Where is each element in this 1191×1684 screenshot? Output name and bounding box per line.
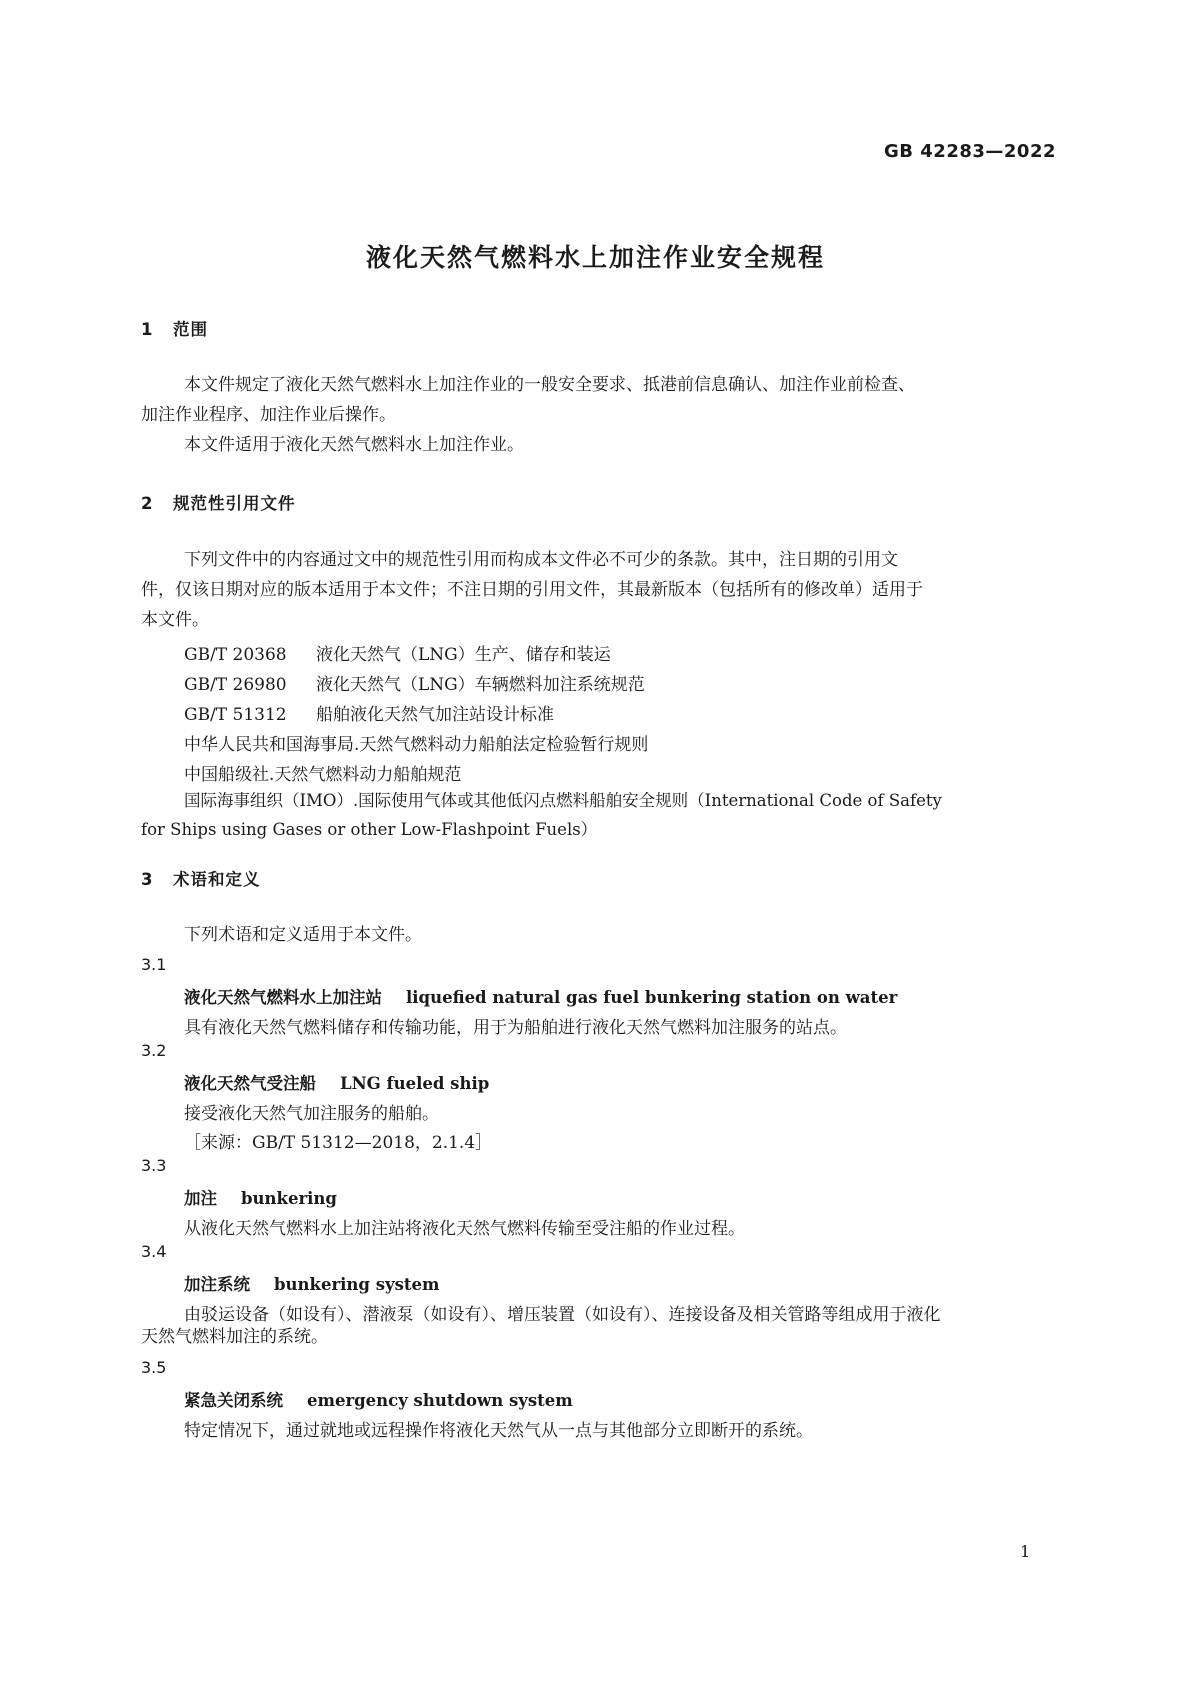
- terms-intro: 下列术语和定义适用于本文件。: [184, 925, 422, 945]
- term-heading: [184, 1070, 489, 1094]
- reference-item: [184, 670, 645, 695]
- scope-paragraph-2: 本文件适用于液化天然气燃料水上加注作业。: [184, 435, 524, 455]
- term-chinese: 液化天然气受注船: [184, 1074, 316, 1093]
- scope-paragraph-1-line-1: 本文件规定了液化天然气燃料水上加注作业的一般安全要求、抵港前信息确认、加注作业前检查、: [184, 375, 915, 395]
- term-number: 3.2: [141, 1041, 167, 1060]
- term-heading: [184, 984, 897, 1008]
- term-definition-line-1: 由驳运设备（如设有）、潜液泵（如设有）、增压装置（如设有）、连接设备及相关管路等组成用于液化: [184, 1305, 941, 1325]
- term-definition-line-2: 天然气燃料加注的系统。: [141, 1327, 328, 1347]
- scope-paragraph-1-line-2: 加注作业程序、加注作业后操作。: [141, 405, 396, 425]
- term-definition: 从液化天然气燃料水上加注站将液化天然气燃料传输至受注船的作业过程。: [184, 1219, 745, 1239]
- document-title: 液化天然气燃料水上加注作业安全规程: [365, 243, 825, 272]
- reference-title: 船舶液化天然气加注站设计标准: [316, 705, 554, 725]
- section-2-heading: [141, 490, 296, 514]
- reference-item: 中国船级社.天然气燃料动力船舶规范: [184, 765, 462, 785]
- section-number: 2: [141, 494, 154, 513]
- term-number: 3.5: [141, 1358, 167, 1377]
- section-title: 范围: [173, 320, 208, 339]
- page-number: 1: [1020, 1542, 1031, 1561]
- reference-title: 液化天然气（LNG）生产、储存和装运: [316, 645, 611, 665]
- term-number: 3.3: [141, 1156, 167, 1175]
- reference-code: GB/T 26980: [184, 675, 287, 695]
- reference-code: GB/T 20368: [184, 645, 287, 665]
- reference-item: [184, 700, 554, 725]
- term-source: ［来源：GB/T 51312—2018，2.1.4］: [184, 1133, 493, 1153]
- section-3-heading: [141, 866, 261, 890]
- reference-item: [184, 640, 611, 665]
- term-heading: [184, 1387, 573, 1411]
- term-number: 3.1: [141, 955, 167, 974]
- term-english: LNG fueled ship: [340, 1074, 490, 1093]
- term-heading: [184, 1185, 337, 1209]
- term-english: bunkering: [241, 1189, 337, 1208]
- term-english: bunkering system: [274, 1275, 440, 1294]
- term-chinese: 加注系统: [184, 1275, 250, 1294]
- section-number: 3: [141, 870, 154, 889]
- normative-intro-line-2: 件，仅该日期对应的版本适用于本文件；不注日期的引用文件，其最新版本（包括所有的修改单）适用于: [141, 580, 923, 600]
- term-chinese: 紧急关闭系统: [184, 1391, 283, 1410]
- section-title: 规范性引用文件: [173, 494, 296, 513]
- term-heading: [184, 1271, 439, 1295]
- reference-code: GB/T 51312: [184, 705, 287, 725]
- term-english: liquefied natural gas fuel bunkering station on water: [406, 988, 898, 1007]
- imo-reference-line-2: for Ships using Gases or other Low-Flashpoint Fuels）: [141, 820, 598, 839]
- imo-reference-line-1: 国际海事组织（IMO）.国际使用气体或其他低闪点燃料船舶安全规则（International Code of Safety: [184, 791, 942, 810]
- term-definition: 具有液化天然气燃料储存和传输功能，用于为船舶进行液化天然气燃料加注服务的站点。: [184, 1018, 847, 1038]
- term-english: emergency shutdown system: [307, 1391, 573, 1410]
- term-number: 3.4: [141, 1242, 167, 1261]
- normative-intro-line-3: 本文件。: [141, 610, 209, 630]
- section-number: 1: [141, 320, 154, 339]
- term-chinese: 液化天然气燃料水上加注站: [184, 988, 382, 1007]
- section-1-heading: [141, 316, 208, 340]
- normative-intro-line-1: 下列文件中的内容通过文中的规范性引用而构成本文件必不可少的条款。其中，注日期的引用文: [184, 550, 898, 570]
- reference-item: 中华人民共和国海事局.天然气燃料动力船舶法定检验暂行规则: [184, 735, 649, 755]
- term-definition: 接受液化天然气加注服务的船舶。: [184, 1104, 439, 1124]
- term-chinese: 加注: [184, 1189, 217, 1208]
- term-definition: 特定情况下，通过就地或远程操作将液化天然气从一点与其他部分立即断开的系统。: [184, 1421, 813, 1441]
- section-title: 术语和定义: [173, 870, 261, 889]
- reference-title: 液化天然气（LNG）车辆燃料加注系统规范: [316, 675, 645, 695]
- standard-number: GB 42283—2022: [884, 141, 1056, 162]
